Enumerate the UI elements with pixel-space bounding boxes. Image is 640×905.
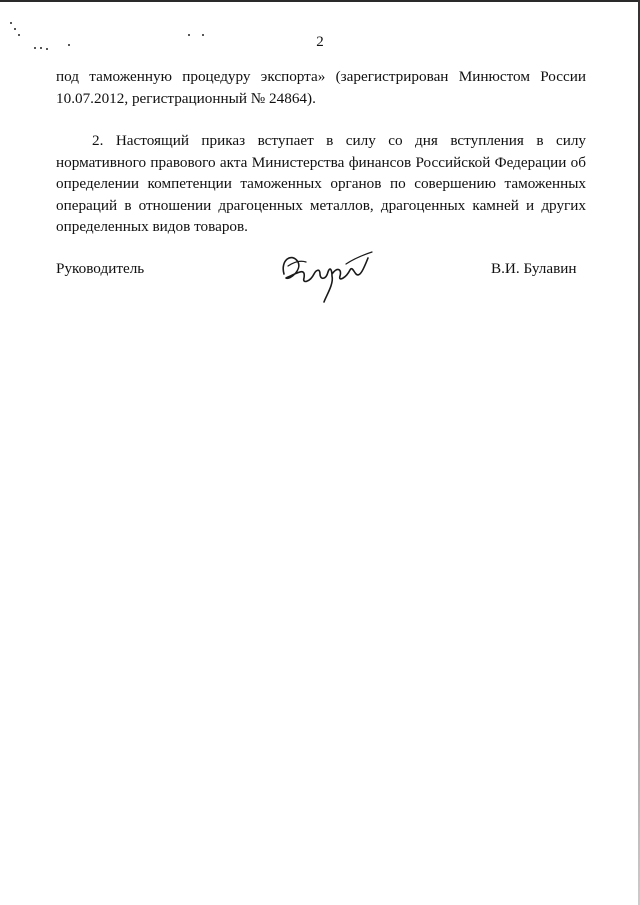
page-number: 2 — [316, 34, 324, 50]
scan-speck — [14, 28, 16, 30]
paragraph-continuation — [56, 66, 586, 109]
paragraph-text: 2. Настоящий приказ вступает в силу со дня вступления в силу нормативного правового акта Министерства финансов Российской Федерации об определении компетенции таможенных органов по совершению таможенных операций в отношении драгоценных металлов, драгоценных камней и других определенных видов товаров. — [56, 132, 586, 235]
signer-name: В.И. Булавин — [491, 260, 577, 277]
signer-title: Руководитель — [56, 260, 145, 277]
scan-border-top — [0, 0, 640, 2]
paragraph-effective-date — [56, 130, 586, 238]
handwritten-signature — [276, 244, 376, 306]
scan-speck — [10, 22, 12, 24]
paragraph-text: под таможенную процедуру экспорта» (зарегистрирован Минюстом России 10.07.2012, регистрационный № 24864). — [56, 68, 586, 107]
